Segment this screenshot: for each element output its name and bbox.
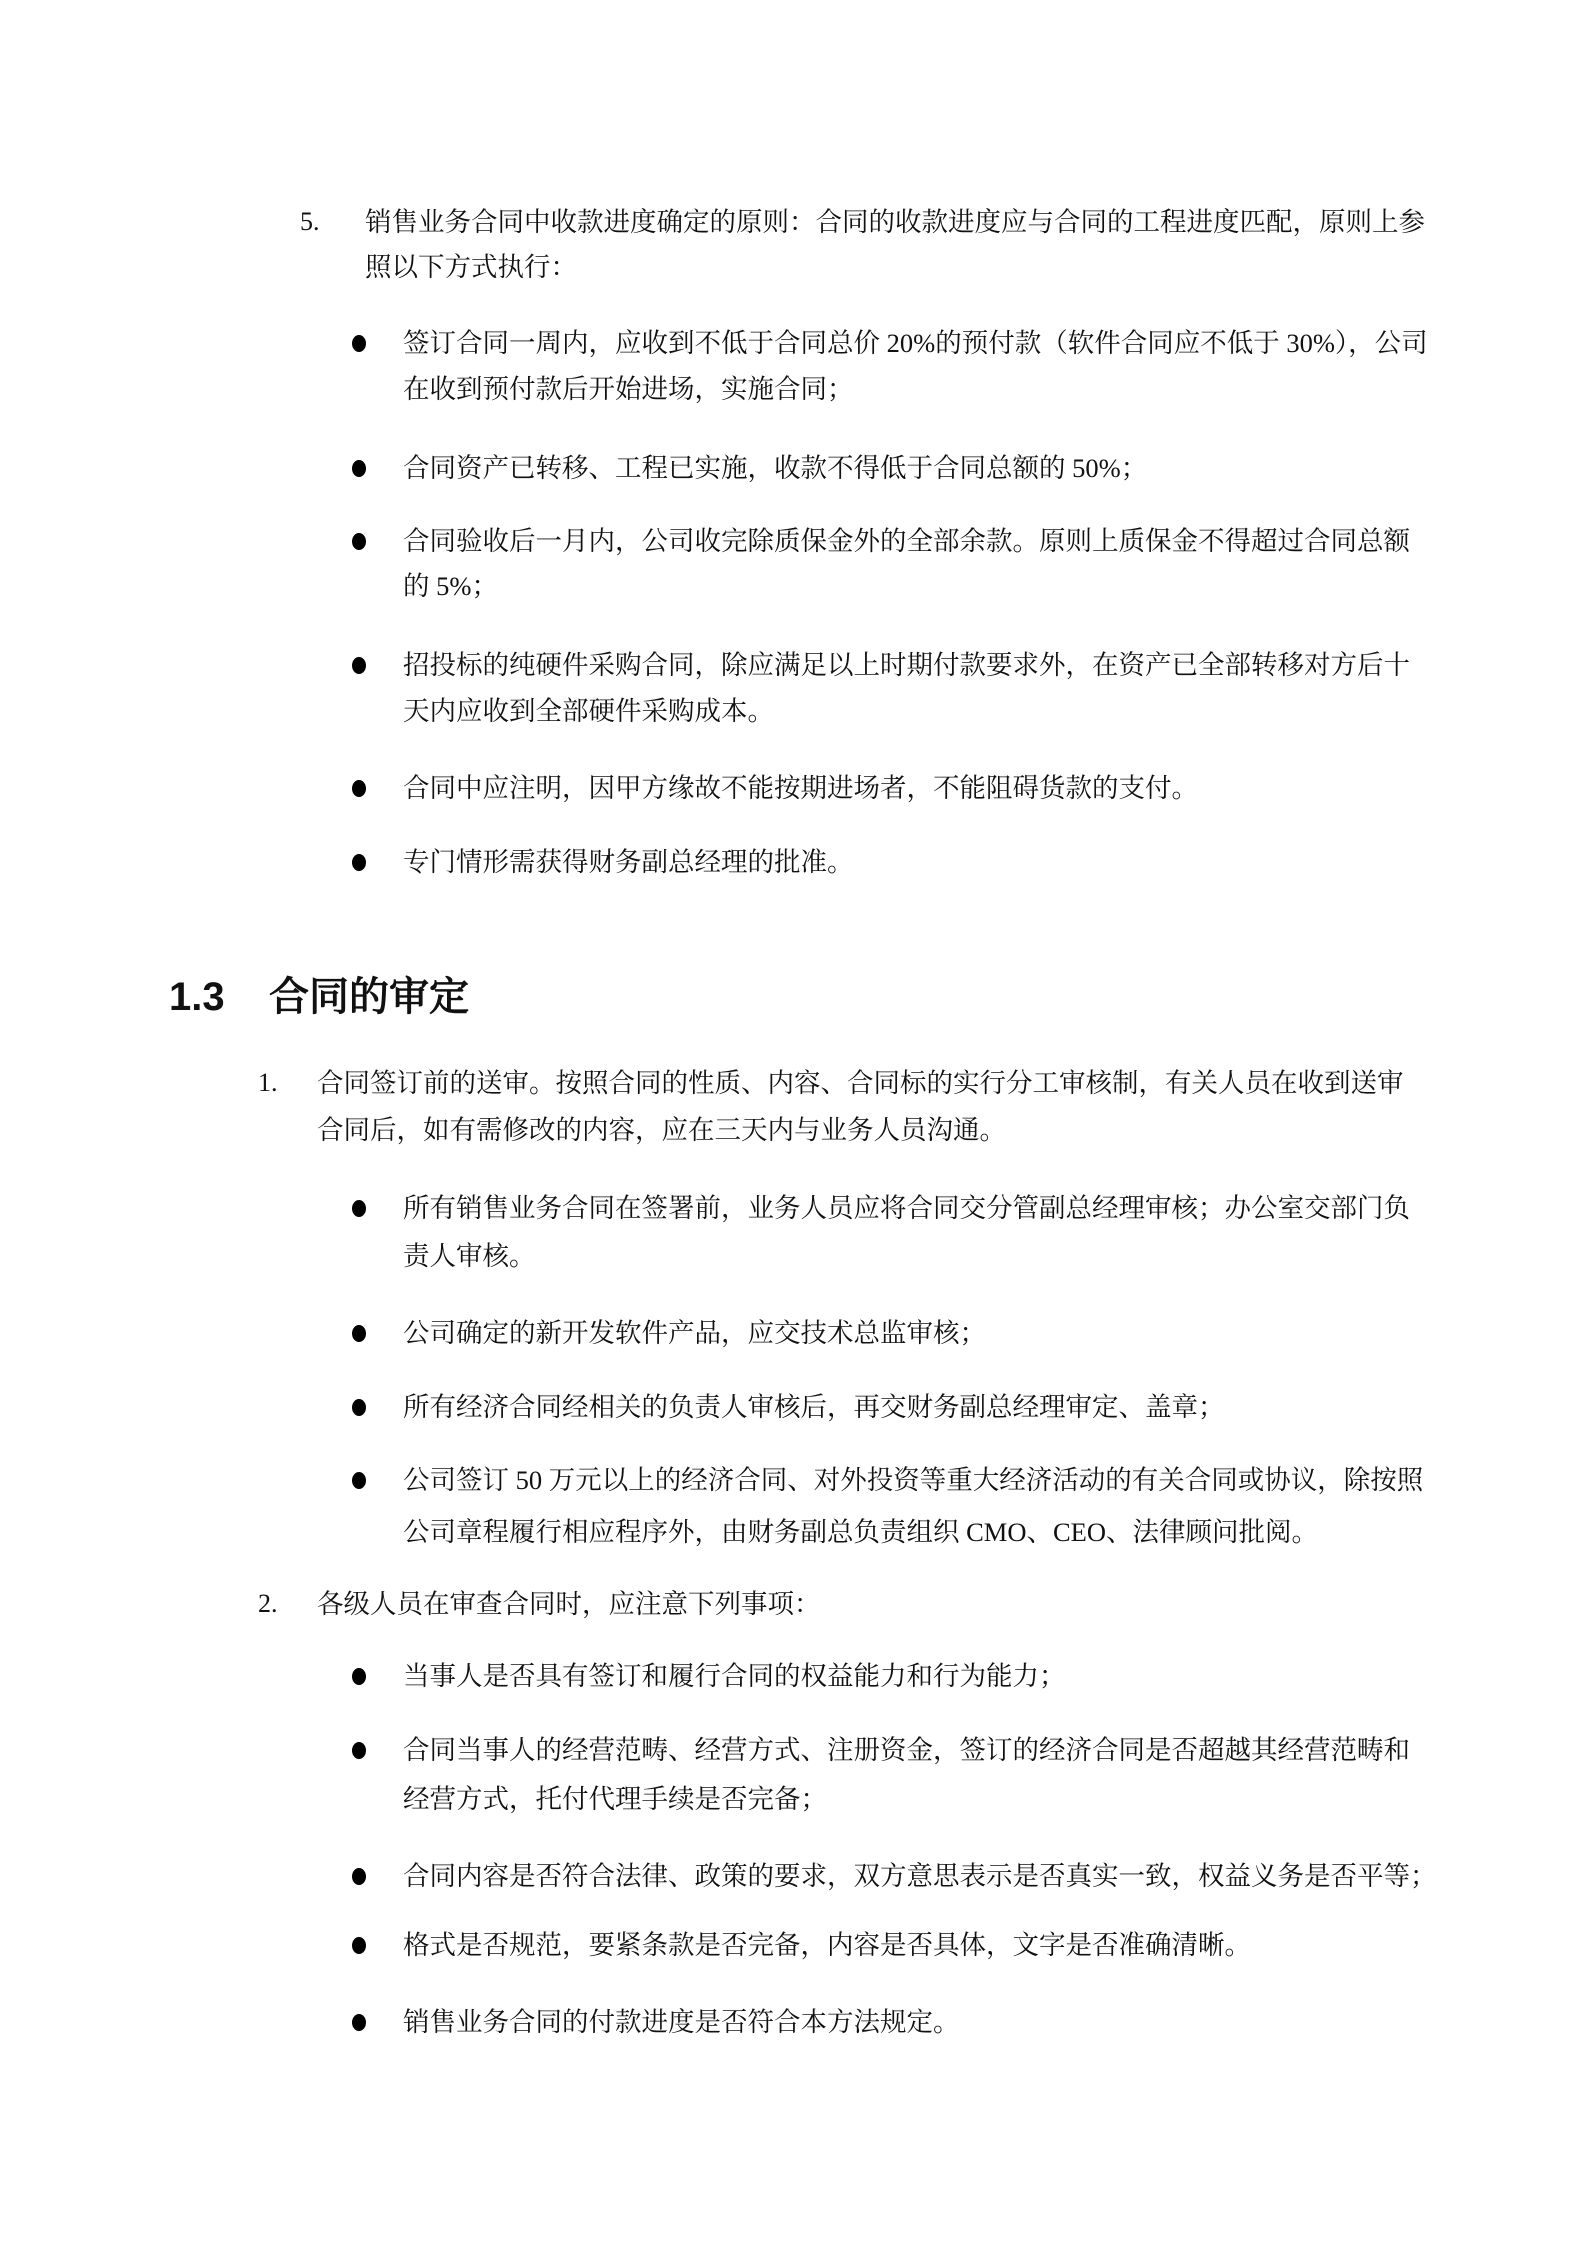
bullet-icon	[352, 1472, 366, 1489]
bullet-icon	[352, 1325, 366, 1342]
bullet-icon	[352, 335, 366, 352]
bullet-text: 专门情形需获得财务副总经理的批准。	[403, 847, 854, 877]
bullet-text: 公司确定的新开发软件产品，应交技术总监审核；	[403, 1318, 986, 1348]
section-title: 合同的审定	[269, 975, 469, 1019]
bullet-text: 招投标的纯硬件采购合同，除应满足以上时期付款要求外，在资产已全部转移对方后十	[403, 650, 1410, 680]
bullet-text: 格式是否规范，要紧条款是否完备，内容是否具体，文字是否准确清晰。	[403, 1930, 1251, 1960]
bullet-text: 签订合同一周内，应收到不低于合同总价 20%的预付款（软件合同应不低于 30%），公司	[403, 328, 1428, 358]
bullet-icon	[352, 2014, 366, 2031]
bullet-icon	[352, 533, 366, 550]
section-number: 1.3	[169, 975, 225, 1019]
bullet-icon	[352, 1742, 366, 1759]
bullet-icon	[352, 780, 366, 797]
paragraph-line: 合同后，如有需修改的内容，应在三天内与业务人员沟通。	[317, 1115, 1006, 1145]
bullet-icon	[352, 657, 366, 674]
bullet-text: 公司签订 50 万元以上的经济合同、对外投资等重大经济活动的有关合同或协议，除按照	[403, 1465, 1424, 1495]
paragraph-line: 合同签订前的送审。按照合同的性质、内容、合同标的实行分工审核制，有关人员在收到送审	[317, 1068, 1404, 1098]
bullet-text: 经营方式，托付代理手续是否完备；	[403, 1784, 827, 1814]
bullet-text: 合同验收后一月内，公司收完除质保金外的全部余款。原则上质保金不得超过合同总额	[403, 526, 1410, 556]
bullet-text: 合同当事人的经营范畴、经营方式、注册资金，签订的经济合同是否超越其经营范畴和	[403, 1735, 1410, 1765]
bullet-text: 销售业务合同的付款进度是否符合本方法规定。	[403, 2007, 960, 2037]
list-number: 5.	[300, 207, 320, 236]
bullet-text: 公司章程履行相应程序外，由财务副总负责组织 CMO、CEO、法律顾问批阅。	[403, 1517, 1319, 1547]
bullet-icon	[352, 1937, 366, 1954]
bullet-icon	[352, 460, 366, 477]
bullet-text: 合同中应注明，因甲方缘故不能按期进场者，不能阻碍货款的支付。	[403, 773, 1198, 803]
bullet-text: 当事人是否具有签订和履行合同的权益能力和行为能力；	[403, 1661, 1066, 1691]
bullet-icon	[352, 1868, 366, 1885]
bullet-icon	[352, 1200, 366, 1217]
bullet-text: 在收到预付款后开始进场，实施合同；	[403, 374, 854, 404]
paragraph-line: 各级人员在审查合同时，应注意下列事项：	[317, 1589, 821, 1619]
list-number: 2.	[258, 1589, 278, 1618]
bullet-icon	[352, 1668, 366, 1685]
list-number: 1.	[258, 1068, 278, 1097]
bullet-text: 合同资产已转移、工程已实施，收款不得低于合同总额的 50%；	[403, 453, 1148, 483]
bullet-icon	[352, 1399, 366, 1416]
bullet-text: 所有销售业务合同在签署前，业务人员应将合同交分管副总经理审核；办公室交部门负	[403, 1193, 1410, 1223]
bullet-text: 的 5%；	[403, 571, 498, 601]
paragraph-line: 照以下方式执行：	[365, 252, 577, 282]
bullet-text: 天内应收到全部硬件采购成本。	[403, 696, 774, 726]
bullet-icon	[352, 854, 366, 871]
paragraph-line: 销售业务合同中收款进度确定的原则：合同的收款进度应与合同的工程进度匹配，原则上参	[365, 207, 1425, 237]
bullet-text: 所有经济合同经相关的负责人审核后，再交财务副总经理审定、盖章；	[403, 1392, 1225, 1422]
bullet-text: 责人审核。	[403, 1241, 536, 1271]
bullet-text: 合同内容是否符合法律、政策的要求，双方意思表示是否真实一致，权益义务是否平等；	[403, 1861, 1437, 1891]
